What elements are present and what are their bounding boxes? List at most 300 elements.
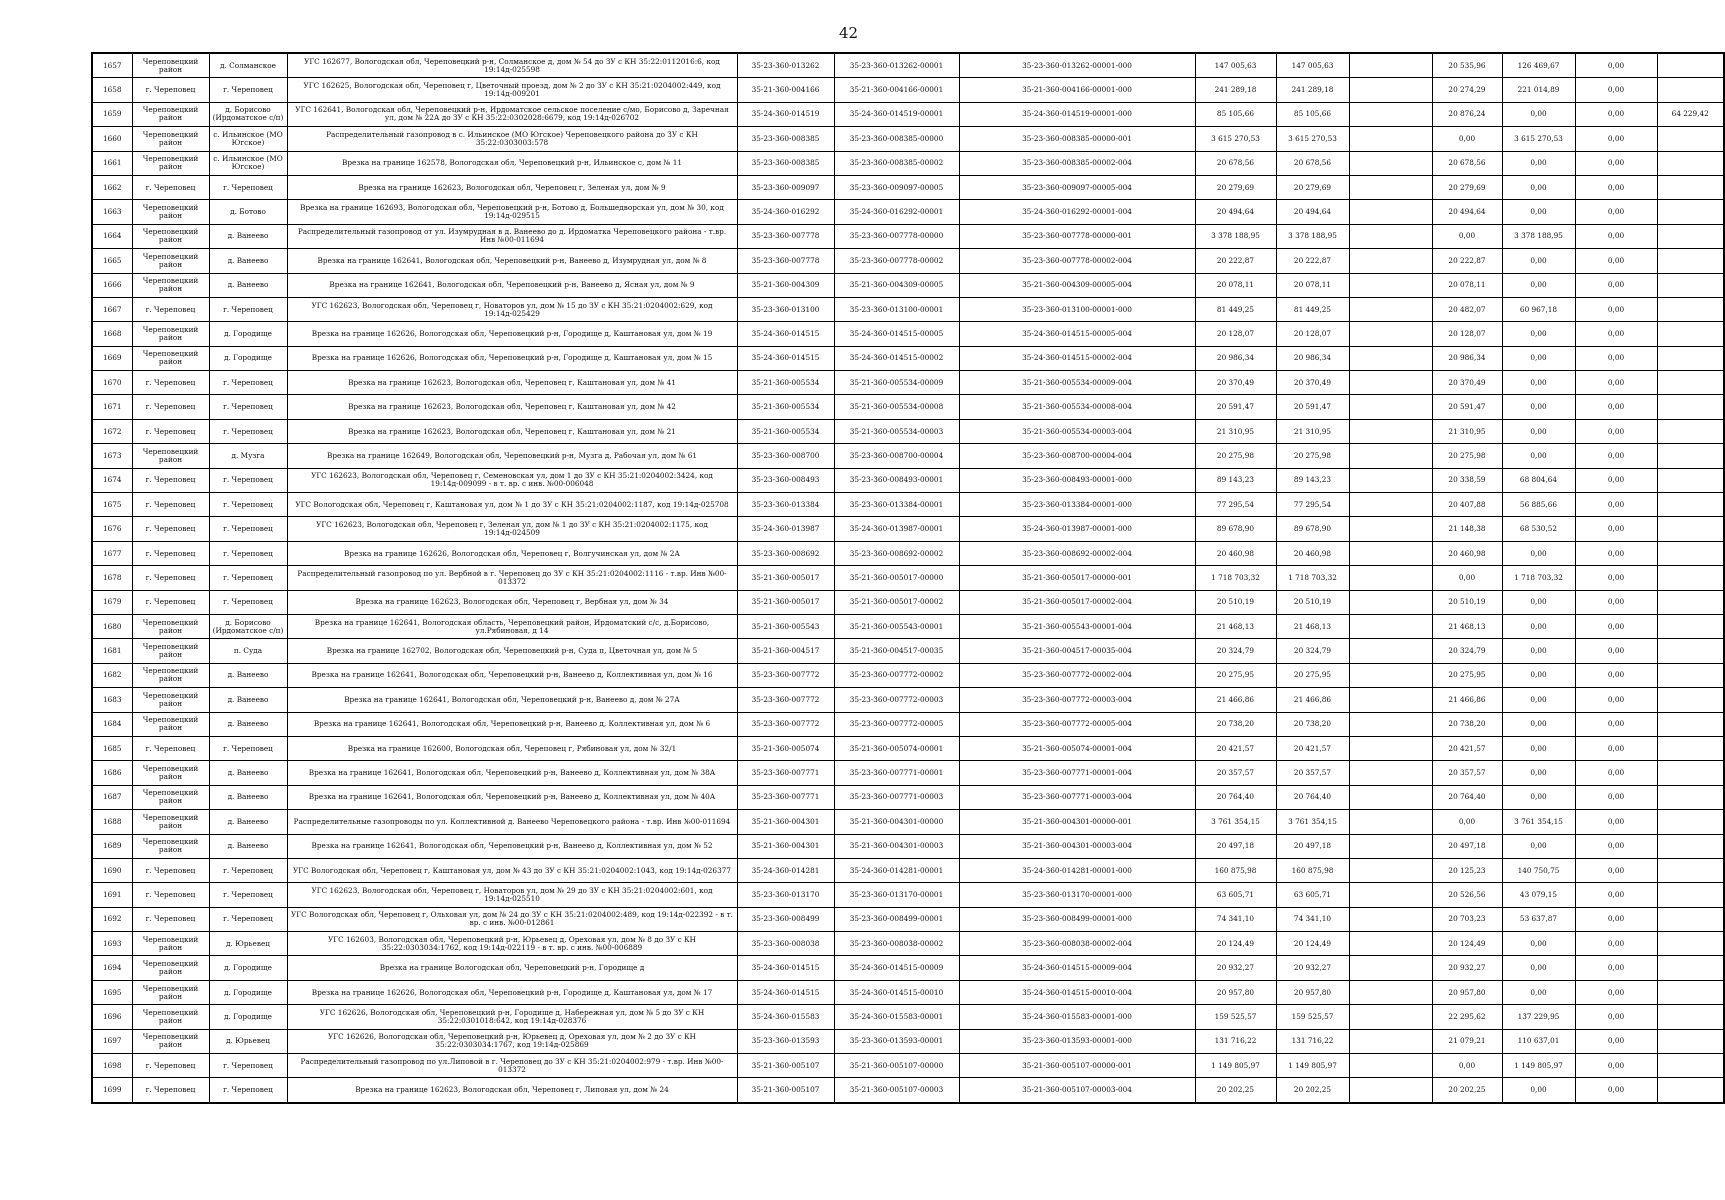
cell-inventory-code: 35-24-360-014515 bbox=[737, 322, 834, 346]
cell-amortization: 0,00 bbox=[1575, 614, 1657, 638]
cell-object-description: УГС Вологодская обл, Череповец г, Каштановая ул, дом № 43 до ЗУ с КН 35:21:0204002:1043, код 19:14д-026377 bbox=[287, 858, 737, 882]
cell-gas-connection-cost: 20 703,23 bbox=[1432, 907, 1502, 931]
cell-blank-col bbox=[1349, 297, 1432, 321]
cell-gas-connection-cost: 20 357,57 bbox=[1432, 761, 1502, 785]
cell-settlement: д. Городище bbox=[209, 956, 287, 980]
cell-initial-cost: 1 149 805,97 bbox=[1195, 1054, 1276, 1078]
cell-blank-col bbox=[1349, 858, 1432, 882]
cell-amortization: 0,00 bbox=[1575, 78, 1657, 102]
cell-additional-cost bbox=[1657, 273, 1724, 297]
cell-amortization: 0,00 bbox=[1575, 273, 1657, 297]
table-row bbox=[92, 53, 1724, 78]
cell-additional-cost bbox=[1657, 53, 1724, 78]
cell-blank-col bbox=[1349, 53, 1432, 78]
cell-initial-cost: 20 124,49 bbox=[1195, 932, 1276, 956]
cell-element-code: 35-24-360-014281-00001-000 bbox=[959, 858, 1195, 882]
cell-object-description: Врезка на границе 162626, Вологодская обл, Череповецкий р-н, Городище д, Каштановая ул, дом № 17 bbox=[287, 980, 737, 1004]
cell-initial-cost: 21 466,86 bbox=[1195, 688, 1276, 712]
cell-book-value: 20 275,98 bbox=[1276, 444, 1349, 468]
cell-element-code: 35-23-360-007772-00002-004 bbox=[959, 663, 1195, 687]
cell-row-number: 1696 bbox=[92, 1005, 132, 1029]
cell-initial-cost: 20 275,95 bbox=[1195, 663, 1276, 687]
cell-object-code: 35-21-360-004301-00003 bbox=[834, 834, 959, 858]
cell-settlement: д. Ванеево bbox=[209, 834, 287, 858]
cell-inventory-code: 35-23-360-007771 bbox=[737, 761, 834, 785]
cell-network-cost: 68 804,64 bbox=[1502, 468, 1575, 492]
cell-amortization: 0,00 bbox=[1575, 883, 1657, 907]
cell-object-description: УГС 162625, Вологодская обл, Череповец г, Цветочный проезд, дом № 2 до ЗУ с КН 35:21:0204002:449, код 19:14д-009201 bbox=[287, 78, 737, 102]
cell-settlement: г. Череповец bbox=[209, 736, 287, 760]
cell-row-number: 1659 bbox=[92, 102, 132, 126]
cell-amortization: 0,00 bbox=[1575, 639, 1657, 663]
table-row bbox=[92, 639, 1724, 663]
cell-amortization: 0,00 bbox=[1575, 785, 1657, 809]
cell-object-description: Врезка на границе 162600, Вологодская обл, Череповец г, Рябиновая ул, дом № 32/1 bbox=[287, 736, 737, 760]
cell-district: Череповецкий район bbox=[132, 810, 209, 834]
cell-settlement: г. Череповец bbox=[209, 1054, 287, 1078]
cell-initial-cost: 3 615 270,53 bbox=[1195, 127, 1276, 151]
cell-blank-col bbox=[1349, 493, 1432, 517]
cell-amortization: 0,00 bbox=[1575, 224, 1657, 248]
table-row bbox=[92, 712, 1724, 736]
cell-gas-connection-cost: 20 738,20 bbox=[1432, 712, 1502, 736]
cell-row-number: 1693 bbox=[92, 932, 132, 956]
cell-additional-cost bbox=[1657, 127, 1724, 151]
cell-amortization: 0,00 bbox=[1575, 956, 1657, 980]
cell-network-cost: 0,00 bbox=[1502, 419, 1575, 443]
cell-object-description: УГС 162623, Вологодская обл, Череповец г, Новаторов ул, дом № 29 до ЗУ с КН 35:21:0204002:601, код 19:14д-025510 bbox=[287, 883, 737, 907]
cell-object-code: 35-23-360-013384-00001 bbox=[834, 493, 959, 517]
cell-object-description: Распределительный газопровод в с. Ильинское (МО Югское) Череповецкого района до ЗУ с КН 35:22:0303003:578 bbox=[287, 127, 737, 151]
cell-network-cost: 140 750,75 bbox=[1502, 858, 1575, 882]
cell-book-value: 159 525,57 bbox=[1276, 1005, 1349, 1029]
cell-book-value: 85 105,66 bbox=[1276, 102, 1349, 126]
cell-inventory-code: 35-24-360-013987 bbox=[737, 517, 834, 541]
cell-settlement: д. Солманское bbox=[209, 53, 287, 78]
cell-object-description: Врезка на границе 162649, Вологодская обл, Череповецкий р-н, Музга д, Рабочая ул, дом № 61 bbox=[287, 444, 737, 468]
cell-blank-col bbox=[1349, 980, 1432, 1004]
cell-district: г. Череповец bbox=[132, 297, 209, 321]
cell-amortization: 0,00 bbox=[1575, 566, 1657, 590]
cell-object-code: 35-23-360-013100-00001 bbox=[834, 297, 959, 321]
cell-network-cost: 0,00 bbox=[1502, 151, 1575, 175]
cell-inventory-code: 35-24-360-014515 bbox=[737, 980, 834, 1004]
table-row bbox=[92, 297, 1724, 321]
cell-blank-col bbox=[1349, 810, 1432, 834]
cell-inventory-code: 35-23-360-008493 bbox=[737, 468, 834, 492]
cell-book-value: 20 421,57 bbox=[1276, 736, 1349, 760]
table-row bbox=[92, 956, 1724, 980]
cell-object-code: 35-24-360-014515-00002 bbox=[834, 346, 959, 370]
cell-initial-cost: 1 718 703,32 bbox=[1195, 566, 1276, 590]
cell-district: Череповецкий район bbox=[132, 761, 209, 785]
cell-initial-cost: 20 128,07 bbox=[1195, 322, 1276, 346]
cell-element-code: 35-23-360-007772-00003-004 bbox=[959, 688, 1195, 712]
cell-gas-connection-cost: 20 407,88 bbox=[1432, 493, 1502, 517]
cell-district: Череповецкий район bbox=[132, 151, 209, 175]
cell-element-code: 35-21-360-005074-00001-004 bbox=[959, 736, 1195, 760]
cell-book-value: 20 275,95 bbox=[1276, 663, 1349, 687]
cell-row-number: 1658 bbox=[92, 78, 132, 102]
table-row bbox=[92, 200, 1724, 224]
cell-district: Череповецкий район bbox=[132, 444, 209, 468]
cell-inventory-code: 35-24-360-014281 bbox=[737, 858, 834, 882]
cell-element-code: 35-23-360-007778-00002-004 bbox=[959, 249, 1195, 273]
cell-initial-cost: 77 295,54 bbox=[1195, 493, 1276, 517]
cell-object-description: УГС Вологодская обл, Череповец г, Каштановая ул, дом № 1 до ЗУ с КН 35:21:0204002:1187, код 19:14д-025708 bbox=[287, 493, 737, 517]
cell-gas-connection-cost: 20 510,19 bbox=[1432, 590, 1502, 614]
cell-additional-cost bbox=[1657, 736, 1724, 760]
cell-network-cost: 126 469,67 bbox=[1502, 53, 1575, 78]
cell-amortization: 0,00 bbox=[1575, 371, 1657, 395]
cell-element-code: 35-21-360-004166-00001-000 bbox=[959, 78, 1195, 102]
cell-row-number: 1698 bbox=[92, 1054, 132, 1078]
cell-row-number: 1680 bbox=[92, 614, 132, 638]
cell-gas-connection-cost: 20 279,69 bbox=[1432, 175, 1502, 199]
table-row bbox=[92, 663, 1724, 687]
cell-book-value: 20 591,47 bbox=[1276, 395, 1349, 419]
cell-blank-col bbox=[1349, 566, 1432, 590]
cell-row-number: 1665 bbox=[92, 249, 132, 273]
cell-object-description: Врезка на границе 162578, Вологодская обл, Череповецкий р-н, Ильинское с, дом № 11 bbox=[287, 151, 737, 175]
cell-network-cost: 0,00 bbox=[1502, 785, 1575, 809]
cell-row-number: 1695 bbox=[92, 980, 132, 1004]
cell-row-number: 1673 bbox=[92, 444, 132, 468]
cell-network-cost: 0,00 bbox=[1502, 761, 1575, 785]
cell-district: Череповецкий район bbox=[132, 663, 209, 687]
cell-book-value: 20 497,18 bbox=[1276, 834, 1349, 858]
cell-book-value: 20 986,34 bbox=[1276, 346, 1349, 370]
cell-gas-connection-cost: 20 370,49 bbox=[1432, 371, 1502, 395]
cell-amortization: 0,00 bbox=[1575, 932, 1657, 956]
cell-object-description: УГС 162626, Вологодская обл, Череповецкий р-н, Городище д, Набережная ул, дом № 5 до ЗУ с КН 35:22:0301018:642, код 19:14д-028376 bbox=[287, 1005, 737, 1029]
cell-additional-cost bbox=[1657, 200, 1724, 224]
cell-row-number: 1699 bbox=[92, 1078, 132, 1103]
cell-book-value: 20 222,87 bbox=[1276, 249, 1349, 273]
cell-network-cost: 0,00 bbox=[1502, 249, 1575, 273]
cell-district: г. Череповец bbox=[132, 371, 209, 395]
cell-blank-col bbox=[1349, 1054, 1432, 1078]
cell-gas-connection-cost: 20 932,27 bbox=[1432, 956, 1502, 980]
cell-amortization: 0,00 bbox=[1575, 663, 1657, 687]
cell-element-code: 35-21-360-004517-00035-004 bbox=[959, 639, 1195, 663]
cell-additional-cost bbox=[1657, 151, 1724, 175]
cell-amortization: 0,00 bbox=[1575, 468, 1657, 492]
cell-object-description: Врезка на границе Вологодская обл, Череповецкий р-н, Городище д bbox=[287, 956, 737, 980]
cell-additional-cost bbox=[1657, 1005, 1724, 1029]
cell-blank-col bbox=[1349, 712, 1432, 736]
table-row bbox=[92, 566, 1724, 590]
cell-element-code: 35-23-360-008493-00001-000 bbox=[959, 468, 1195, 492]
cell-gas-connection-cost: 20 275,95 bbox=[1432, 663, 1502, 687]
cell-object-description: УГС 162677, Вологодская обл, Череповецкий р-н, Солманское д, дом № 54 до ЗУ с КН 35:22:0112016:6, код 19:14д-025598 bbox=[287, 53, 737, 78]
cell-object-description: Врезка на границе 162641, Вологодская обл, Череповецкий р-н, Ванеево д, Коллективная ул, дом № 40А bbox=[287, 785, 737, 809]
cell-object-code: 35-21-360-005017-00002 bbox=[834, 590, 959, 614]
cell-inventory-code: 35-21-360-004301 bbox=[737, 810, 834, 834]
cell-network-cost: 1 718 703,32 bbox=[1502, 566, 1575, 590]
cell-additional-cost bbox=[1657, 785, 1724, 809]
cell-blank-col bbox=[1349, 663, 1432, 687]
cell-network-cost: 0,00 bbox=[1502, 1078, 1575, 1103]
table-row bbox=[92, 322, 1724, 346]
cell-row-number: 1691 bbox=[92, 883, 132, 907]
cell-inventory-code: 35-23-360-008700 bbox=[737, 444, 834, 468]
cell-blank-col bbox=[1349, 78, 1432, 102]
cell-element-code: 35-23-360-008038-00002-004 bbox=[959, 932, 1195, 956]
cell-network-cost: 43 079,15 bbox=[1502, 883, 1575, 907]
cell-district: г. Череповец bbox=[132, 493, 209, 517]
table-row bbox=[92, 517, 1724, 541]
cell-settlement: г. Череповец bbox=[209, 1078, 287, 1103]
cell-element-code: 35-24-360-016292-00001-004 bbox=[959, 200, 1195, 224]
cell-row-number: 1678 bbox=[92, 566, 132, 590]
cell-object-code: 35-21-360-004301-00000 bbox=[834, 810, 959, 834]
cell-object-code: 35-21-360-005074-00001 bbox=[834, 736, 959, 760]
cell-object-code: 35-23-360-009097-00005 bbox=[834, 175, 959, 199]
cell-gas-connection-cost: 20 078,11 bbox=[1432, 273, 1502, 297]
cell-gas-connection-cost: 20 275,98 bbox=[1432, 444, 1502, 468]
table-row bbox=[92, 785, 1724, 809]
cell-initial-cost: 20 738,20 bbox=[1195, 712, 1276, 736]
cell-additional-cost bbox=[1657, 566, 1724, 590]
cell-object-description: УГС Вологодская обл, Череповец г, Ольховая ул, дом № 24 до ЗУ с КН 35:21:0204002:489, код 19:14д-022392 - в т. вр. с инв. №00-012861 bbox=[287, 907, 737, 931]
cell-initial-cost: 20 460,98 bbox=[1195, 541, 1276, 565]
cell-object-code: 35-21-360-004517-00035 bbox=[834, 639, 959, 663]
cell-element-code: 35-23-360-008700-00004-004 bbox=[959, 444, 1195, 468]
table-row bbox=[92, 761, 1724, 785]
table-row bbox=[92, 419, 1724, 443]
cell-object-code: 35-24-360-014515-00009 bbox=[834, 956, 959, 980]
cell-network-cost: 137 229,95 bbox=[1502, 1005, 1575, 1029]
cell-object-description: Врезка на границе 162623, Вологодская обл, Череповец г, Липовая ул, дом № 24 bbox=[287, 1078, 737, 1103]
cell-element-code: 35-21-360-005534-00008-004 bbox=[959, 395, 1195, 419]
cell-row-number: 1686 bbox=[92, 761, 132, 785]
cell-object-code: 35-21-360-005107-00000 bbox=[834, 1054, 959, 1078]
table-row bbox=[92, 468, 1724, 492]
cell-object-code: 35-24-360-013987-00001 bbox=[834, 517, 959, 541]
cell-book-value: 74 341,10 bbox=[1276, 907, 1349, 931]
cell-object-description: Врезка на границе 162626, Вологодская обл, Череповецкий р-н, Городище д, Каштановая ул, дом № 19 bbox=[287, 322, 737, 346]
cell-gas-connection-cost: 20 764,40 bbox=[1432, 785, 1502, 809]
cell-object-code: 35-23-360-008700-00004 bbox=[834, 444, 959, 468]
cell-blank-col bbox=[1349, 956, 1432, 980]
cell-gas-connection-cost: 20 125,23 bbox=[1432, 858, 1502, 882]
cell-settlement: г. Череповец bbox=[209, 883, 287, 907]
cell-blank-col bbox=[1349, 785, 1432, 809]
cell-network-cost: 0,00 bbox=[1502, 932, 1575, 956]
cell-settlement: г. Череповец bbox=[209, 395, 287, 419]
cell-district: г. Череповец bbox=[132, 468, 209, 492]
cell-blank-col bbox=[1349, 102, 1432, 126]
cell-element-code: 35-21-360-005107-00003-004 bbox=[959, 1078, 1195, 1103]
cell-object-description: Врезка на границе 162623, Вологодская обл, Череповец г, Каштановая ул, дом № 21 bbox=[287, 419, 737, 443]
cell-blank-col bbox=[1349, 1005, 1432, 1029]
table-row bbox=[92, 102, 1724, 126]
cell-settlement: д. Ванеево bbox=[209, 688, 287, 712]
cell-object-code: 35-24-360-014519-00001 bbox=[834, 102, 959, 126]
table-row bbox=[92, 834, 1724, 858]
cell-additional-cost bbox=[1657, 249, 1724, 273]
cell-blank-col bbox=[1349, 1078, 1432, 1103]
cell-network-cost: 0,00 bbox=[1502, 590, 1575, 614]
cell-initial-cost: 20 275,98 bbox=[1195, 444, 1276, 468]
cell-network-cost: 0,00 bbox=[1502, 712, 1575, 736]
cell-inventory-code: 35-24-360-015583 bbox=[737, 1005, 834, 1029]
cell-inventory-code: 35-21-360-004301 bbox=[737, 834, 834, 858]
cell-additional-cost bbox=[1657, 688, 1724, 712]
cell-blank-col bbox=[1349, 127, 1432, 151]
cell-network-cost: 0,00 bbox=[1502, 736, 1575, 760]
cell-inventory-code: 35-21-360-005534 bbox=[737, 395, 834, 419]
cell-amortization: 0,00 bbox=[1575, 1078, 1657, 1103]
cell-initial-cost: 20 764,40 bbox=[1195, 785, 1276, 809]
cell-book-value: 20 494,64 bbox=[1276, 200, 1349, 224]
cell-amortization: 0,00 bbox=[1575, 297, 1657, 321]
cell-object-code: 35-23-360-008692-00002 bbox=[834, 541, 959, 565]
cell-gas-connection-cost: 20 421,57 bbox=[1432, 736, 1502, 760]
table-row bbox=[92, 590, 1724, 614]
cell-row-number: 1657 bbox=[92, 53, 132, 78]
cell-blank-col bbox=[1349, 371, 1432, 395]
cell-amortization: 0,00 bbox=[1575, 541, 1657, 565]
table-row bbox=[92, 127, 1724, 151]
cell-book-value: 131 716,22 bbox=[1276, 1029, 1349, 1053]
cell-object-code: 35-23-360-008038-00002 bbox=[834, 932, 959, 956]
cell-settlement: г. Череповец bbox=[209, 419, 287, 443]
cell-initial-cost: 81 449,25 bbox=[1195, 297, 1276, 321]
cell-blank-col bbox=[1349, 346, 1432, 370]
cell-settlement: д. Юрьевец bbox=[209, 1029, 287, 1053]
cell-additional-cost bbox=[1657, 468, 1724, 492]
cell-object-code: 35-24-360-015583-00001 bbox=[834, 1005, 959, 1029]
cell-element-code: 35-23-360-008385-00000-001 bbox=[959, 127, 1195, 151]
cell-element-code: 35-21-360-005534-00003-004 bbox=[959, 419, 1195, 443]
cell-inventory-code: 35-23-360-007778 bbox=[737, 249, 834, 273]
cell-amortization: 0,00 bbox=[1575, 590, 1657, 614]
table-row bbox=[92, 395, 1724, 419]
cell-additional-cost bbox=[1657, 712, 1724, 736]
cell-network-cost: 3 761 354,15 bbox=[1502, 810, 1575, 834]
cell-additional-cost bbox=[1657, 834, 1724, 858]
table-row bbox=[92, 151, 1724, 175]
cell-object-code: 35-23-360-007772-00005 bbox=[834, 712, 959, 736]
cell-additional-cost bbox=[1657, 956, 1724, 980]
cell-district: г. Череповец bbox=[132, 419, 209, 443]
cell-gas-connection-cost: 22 295,62 bbox=[1432, 1005, 1502, 1029]
cell-district: г. Череповец bbox=[132, 883, 209, 907]
cell-object-code: 35-21-360-005534-00008 bbox=[834, 395, 959, 419]
cell-blank-col bbox=[1349, 541, 1432, 565]
cell-inventory-code: 35-24-360-014519 bbox=[737, 102, 834, 126]
cell-object-code: 35-21-360-005534-00009 bbox=[834, 371, 959, 395]
cell-settlement: д. Ванеево bbox=[209, 810, 287, 834]
cell-initial-cost: 20 678,56 bbox=[1195, 151, 1276, 175]
cell-inventory-code: 35-21-360-004309 bbox=[737, 273, 834, 297]
cell-element-code: 35-24-360-014515-00002-004 bbox=[959, 346, 1195, 370]
cell-object-code: 35-23-360-008493-00001 bbox=[834, 468, 959, 492]
cell-gas-connection-cost: 20 460,98 bbox=[1432, 541, 1502, 565]
cell-amortization: 0,00 bbox=[1575, 346, 1657, 370]
cell-amortization: 0,00 bbox=[1575, 175, 1657, 199]
cell-initial-cost: 3 761 354,15 bbox=[1195, 810, 1276, 834]
cell-object-code: 35-24-360-014281-00001 bbox=[834, 858, 959, 882]
cell-additional-cost bbox=[1657, 224, 1724, 248]
cell-initial-cost: 20 494,64 bbox=[1195, 200, 1276, 224]
cell-additional-cost bbox=[1657, 614, 1724, 638]
cell-object-description: Врезка на границе 162693, Вологодская обл, Череповецкий р-н, Ботово д, Большедворская ул, дом № 30, код 19:14д-029515 bbox=[287, 200, 737, 224]
table-row bbox=[92, 224, 1724, 248]
cell-network-cost: 0,00 bbox=[1502, 102, 1575, 126]
cell-network-cost: 0,00 bbox=[1502, 395, 1575, 419]
cell-inventory-code: 35-23-360-013262 bbox=[737, 53, 834, 78]
cell-blank-col bbox=[1349, 200, 1432, 224]
table-row bbox=[92, 273, 1724, 297]
cell-object-description: Врезка на границе 162641, Вологодская обл, Череповецкий р-н, Ванеево д, дом № 27А bbox=[287, 688, 737, 712]
cell-inventory-code: 35-23-360-007772 bbox=[737, 688, 834, 712]
cell-settlement: д. Борисово (Ирдоматское с/п) bbox=[209, 614, 287, 638]
cell-row-number: 1689 bbox=[92, 834, 132, 858]
cell-district: г. Череповец bbox=[132, 78, 209, 102]
cell-additional-cost bbox=[1657, 493, 1724, 517]
table-row bbox=[92, 736, 1724, 760]
cell-object-description: Врезка на границе 162623, Вологодская обл, Череповец г, Каштановая ул, дом № 41 bbox=[287, 371, 737, 395]
cell-initial-cost: 20 591,47 bbox=[1195, 395, 1276, 419]
cell-initial-cost: 89 143,23 bbox=[1195, 468, 1276, 492]
cell-network-cost: 110 637,01 bbox=[1502, 1029, 1575, 1053]
cell-district: г. Череповец bbox=[132, 566, 209, 590]
cell-inventory-code: 35-24-360-014515 bbox=[737, 956, 834, 980]
table-row bbox=[92, 883, 1724, 907]
cell-element-code: 35-23-360-008499-00001-000 bbox=[959, 907, 1195, 931]
cell-amortization: 0,00 bbox=[1575, 736, 1657, 760]
cell-book-value: 20 357,57 bbox=[1276, 761, 1349, 785]
page-number: 42 bbox=[838, 24, 859, 42]
cell-blank-col bbox=[1349, 517, 1432, 541]
cell-inventory-code: 35-23-360-009097 bbox=[737, 175, 834, 199]
cell-district: г. Череповец bbox=[132, 736, 209, 760]
cell-blank-col bbox=[1349, 419, 1432, 443]
cell-object-code: 35-23-360-007778-00002 bbox=[834, 249, 959, 273]
cell-element-code: 35-21-360-005017-00000-001 bbox=[959, 566, 1195, 590]
cell-element-code: 35-23-360-007772-00005-004 bbox=[959, 712, 1195, 736]
cell-blank-col bbox=[1349, 224, 1432, 248]
table-row bbox=[92, 541, 1724, 565]
cell-initial-cost: 131 716,22 bbox=[1195, 1029, 1276, 1053]
cell-book-value: 147 005,63 bbox=[1276, 53, 1349, 78]
cell-additional-cost bbox=[1657, 663, 1724, 687]
table-row bbox=[92, 907, 1724, 931]
cell-row-number: 1671 bbox=[92, 395, 132, 419]
cell-network-cost: 56 885,66 bbox=[1502, 493, 1575, 517]
cell-object-description: Врезка на границе 162623, Вологодская обл, Череповец г, Зеленая ул, дом № 9 bbox=[287, 175, 737, 199]
cell-row-number: 1694 bbox=[92, 956, 132, 980]
cell-settlement: д. Городище bbox=[209, 980, 287, 1004]
cell-book-value: 20 678,56 bbox=[1276, 151, 1349, 175]
cell-settlement: д. Ванеево bbox=[209, 249, 287, 273]
cell-object-code: 35-24-360-014515-00005 bbox=[834, 322, 959, 346]
cell-amortization: 0,00 bbox=[1575, 834, 1657, 858]
cell-additional-cost bbox=[1657, 907, 1724, 931]
cell-network-cost: 0,00 bbox=[1502, 444, 1575, 468]
cell-element-code: 35-24-360-014515-00010-004 bbox=[959, 980, 1195, 1004]
cell-district: Череповецкий район bbox=[132, 688, 209, 712]
cell-object-code: 35-21-360-004309-00005 bbox=[834, 273, 959, 297]
cell-additional-cost bbox=[1657, 590, 1724, 614]
cell-row-number: 1687 bbox=[92, 785, 132, 809]
cell-row-number: 1674 bbox=[92, 468, 132, 492]
cell-amortization: 0,00 bbox=[1575, 200, 1657, 224]
cell-settlement: д. Ванеево bbox=[209, 273, 287, 297]
